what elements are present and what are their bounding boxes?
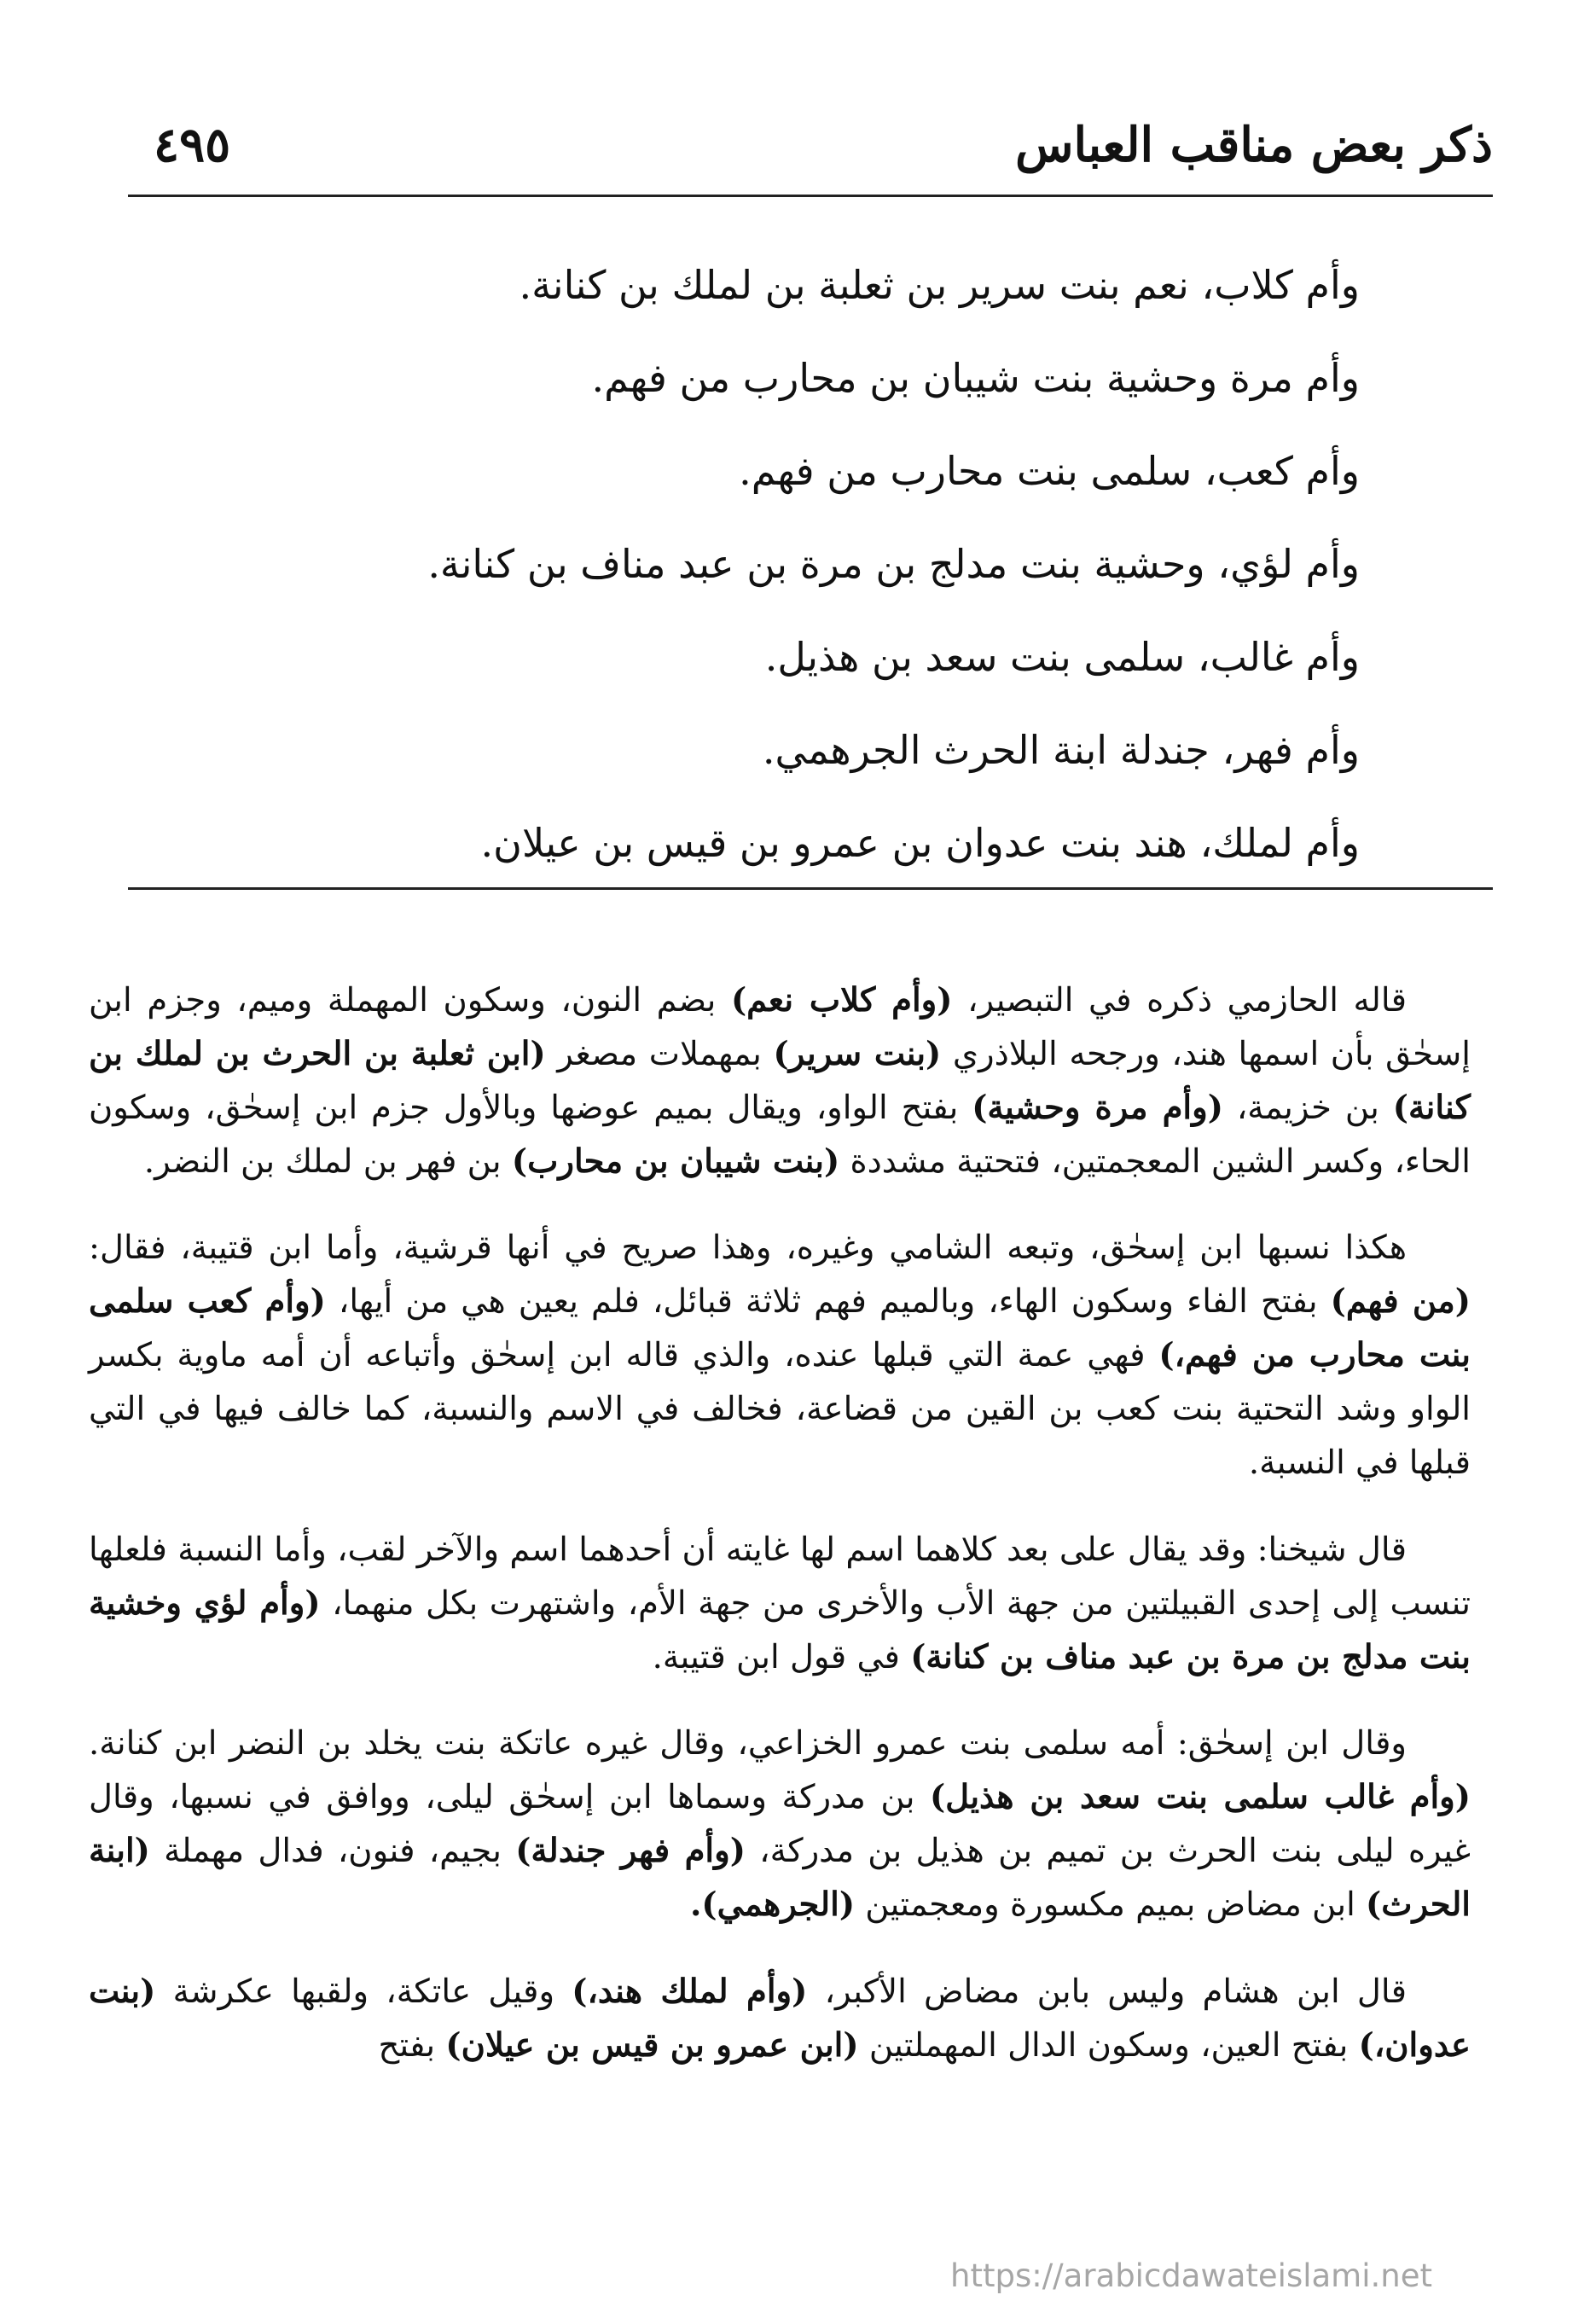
- verse-line: وأم لؤي، وحشية بنت مدلج بن مرة بن عبد مناف بن كنانة.: [427, 541, 1360, 587]
- watermark-url: https://arabicdawateislami.net: [950, 2257, 1432, 2294]
- commentary-text: هكذا نسبها ابن إسحٰق، وتبعه الشامي وغيره، وهذا صريح في أنها قرشية، وأما ابن قتيبة، فقال:: [89, 1229, 1407, 1267]
- commentary-text: بفتح العين، وسكون الدال المهملتين: [858, 2025, 1359, 2065]
- commentary-text: بضم النون، وسكون المهملة وميم، وجزم ابن إسحٰق بأن اسمها هند، ورجحه البلاذري: [89, 980, 1471, 1073]
- commentary-text: فهي عمة التي قبلها عنده، والذي قاله ابن إسحٰق وأتباعه أن أمه ماوية بكسر الواو وشد التحتية بنت كعب بن القين من قضاعة، فخالف في الاسم والنسبة، كما خالف فيها في التي قبلها في النسبة.: [89, 1336, 1471, 1482]
- quoted-matn-text: (بنت عدوان،): [89, 1972, 1471, 2065]
- quoted-matn-text: (وأم كلاب نعم): [730, 980, 953, 1020]
- commentary-text: بن خزيمة،: [1222, 1088, 1393, 1127]
- commentary-text: في قول ابن قتيبة.: [652, 1637, 911, 1676]
- commentary-text: قال شيخنا: وقد يقال على بعد كلاهما اسم لها غايته أن أحدهما اسم والآخر لقب، وأما النسبة فلعلها تنسب إلى إحدى القبيلتين من جهة الأب والأخرى من جهة الأم، واشتهرت بكل منهما،: [89, 1530, 1471, 1623]
- page-number: ٤٩٥: [154, 117, 231, 173]
- commentary-text: بجيم، فنون، فدال مهملة: [149, 1832, 516, 1870]
- verse-line: وأم مرة وحشية بنت شيبان بن محارب من فهم.: [591, 355, 1360, 401]
- quoted-matn-text: (ابن عمرو بن قيس بن عيلان): [445, 2025, 859, 2065]
- quoted-matn-text: (وأم كعب سلمى بنت محارب من فهم،): [89, 1282, 1471, 1374]
- quoted-matn-text: (وأم فهر جندلة): [515, 1832, 746, 1870]
- commentary-paragraph: [89, 1523, 1471, 1684]
- verse-line: وأم غالب، سلمى بنت سعد بن هذيل.: [764, 634, 1360, 680]
- verse-line: وأم كلاب، نعم بنت سرير بن ثعلبة بن لملك بن كنانة.: [519, 262, 1360, 308]
- verse-line: وأم فهر، جندلة ابنة الحرث الجرهمي.: [762, 727, 1360, 773]
- quoted-matn-text: (من فهم): [1330, 1282, 1471, 1321]
- commentary-paragraph: [89, 1221, 1471, 1490]
- page-header: [128, 111, 1493, 188]
- commentary-paragraph: [89, 973, 1471, 1188]
- commentary-text: قاله الحازمي ذكره في التبصير،: [952, 980, 1408, 1020]
- commentary-text: بفتح الواو، ويقال بميم عوضها وبالأول جزم ابن إسحٰق، وسكون الحاء، وكسر الشين المعجمتين، فتحتية مشددة: [89, 1088, 1471, 1181]
- quoted-matn-text: (ابن ثعلبة بن الحرث بن لملك بن كنانة): [89, 1034, 1471, 1127]
- running-title: ذكر بعض مناقب العباس: [1015, 117, 1493, 173]
- commentary-text: قال ابن هشام وليس بابن مضاض الأكبر،: [807, 1972, 1407, 2011]
- commentary-text: بن مدركة وسماها ابن إسحٰق ليلى، ووافق في نسبها، وقال غيره ليلى بنت الحرث بن تميم بن هذيل بن مدركة،: [89, 1778, 1471, 1870]
- commentary-paragraph: [89, 1717, 1471, 1932]
- quoted-matn-text: (بنت سرير): [773, 1034, 942, 1073]
- commentary-text: وقال ابن إسحٰق: أمه سلمى بنت عمرو الخزاعي، وقال غيره عاتكة بنت يخلد بن النضر ابن كنانة.: [89, 1724, 1407, 1763]
- commentary-text: بفتح: [378, 2025, 446, 2065]
- commentary-paragraph: [89, 1965, 1471, 2072]
- quoted-matn-text: (ابنة الحرث): [89, 1832, 1471, 1924]
- commentary-text: ابن مضاض بميم مكسورة ومعجمتين: [855, 1885, 1367, 1924]
- matn-verses: [208, 239, 1360, 890]
- commentary-text: وقيل عاتكة، ولقبها عكرشة: [155, 1972, 572, 2011]
- commentary-text: بفتح الفاء وسكون الهاء، وبالميم فهم ثلاثة قبائل، فلم يعين هي من أيها،: [325, 1282, 1331, 1321]
- quoted-matn-text: (وأم لؤي وخشية بنت مدلج بن مرة بن عبد مناف بن كنانة): [89, 1583, 1471, 1676]
- commentary-text: بن فهر بن لملك بن النضر.: [143, 1142, 512, 1181]
- quoted-matn-text: (بنت شيبان بن محارب): [511, 1142, 840, 1181]
- commentary-block: [89, 940, 1471, 2105]
- quoted-matn-text: (وأم غالب سلمى بنت سعد بن هذيل): [929, 1778, 1471, 1816]
- quoted-matn-text: (وأم لملك هند،): [572, 1972, 808, 2011]
- quoted-matn-text: (الجرهمي).: [690, 1885, 856, 1924]
- commentary-text: بمهملات مصغر: [545, 1034, 774, 1073]
- header-rule: [128, 195, 1493, 197]
- verse-line: وأم كعب، سلمى بنت محارب من فهم.: [739, 448, 1360, 494]
- section-divider: [128, 887, 1493, 890]
- quoted-matn-text: (وأم مرة وحشية): [972, 1088, 1223, 1127]
- verse-line: وأم لملك، هند بنت عدوان بن عمرو بن قيس بن عيلان.: [480, 820, 1360, 866]
